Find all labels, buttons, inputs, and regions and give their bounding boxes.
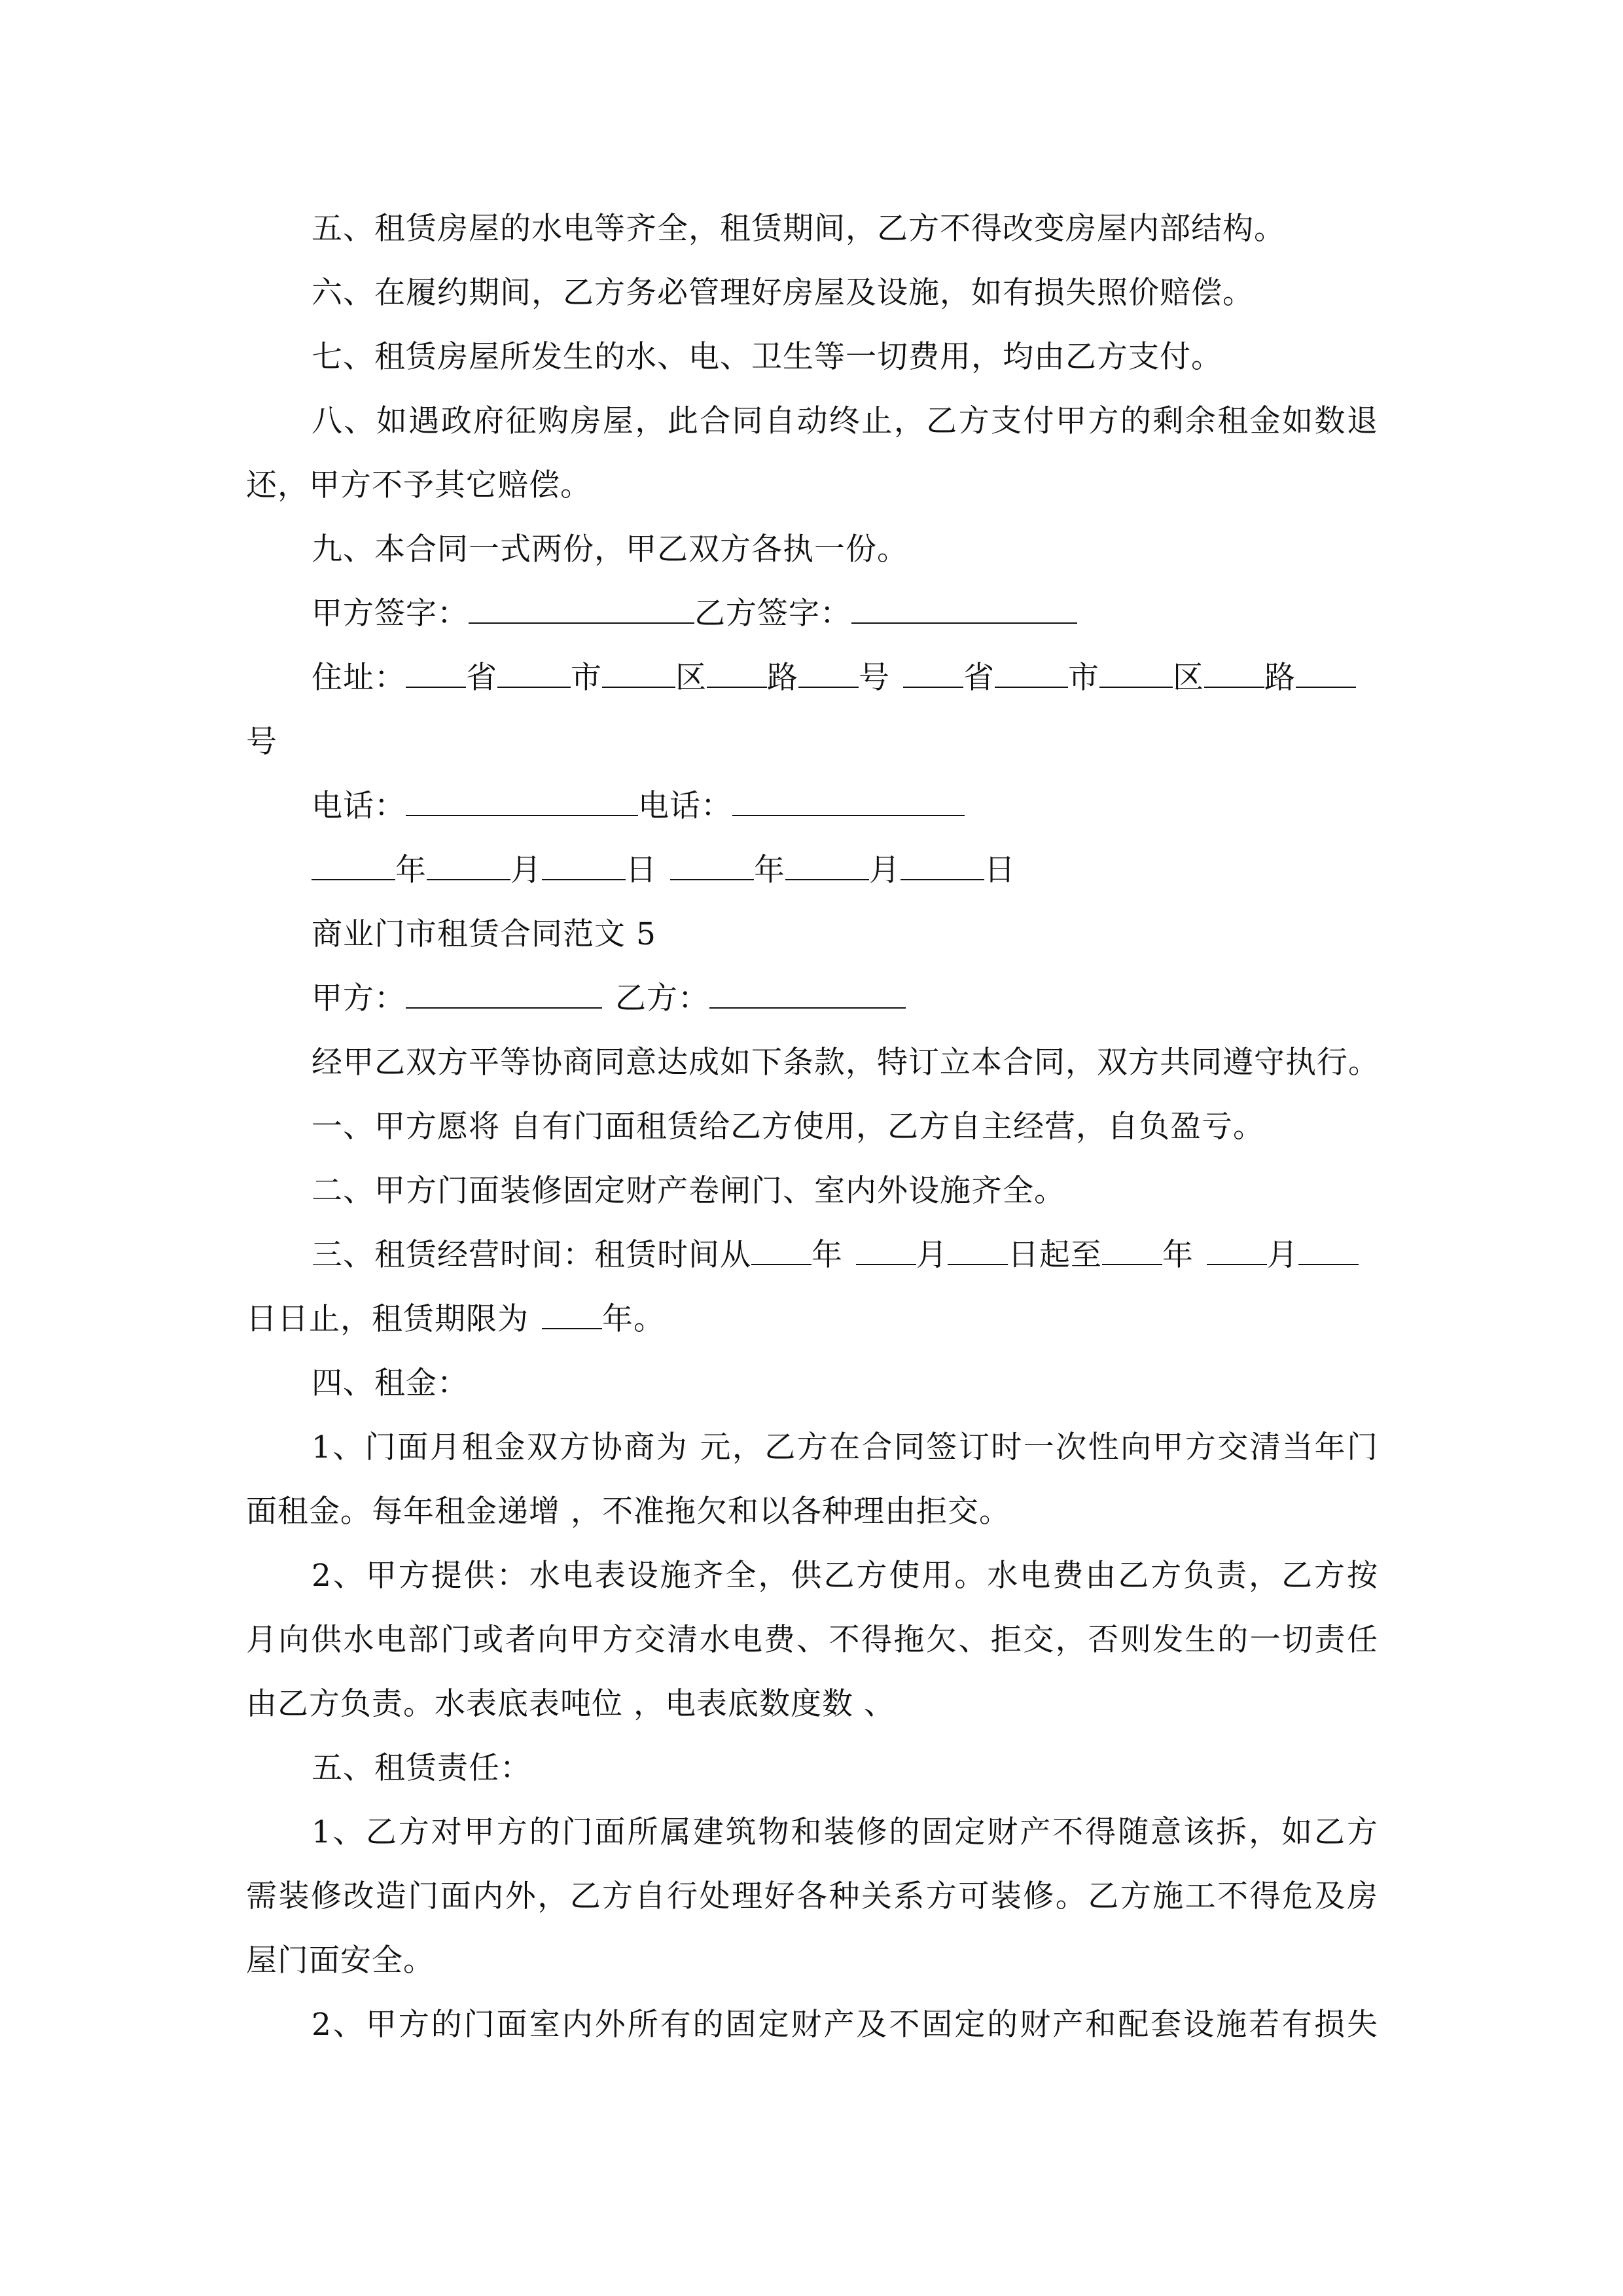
address-blank: [707, 647, 767, 688]
party-a-signature-label: 甲方签字：: [312, 596, 469, 632]
party-b-blank: [709, 968, 906, 1009]
address-number: 号: [246, 724, 277, 760]
term-blank: [856, 1225, 916, 1265]
party-b-label: 乙方：: [615, 980, 709, 1016]
contract-intro: [246, 1031, 1378, 1095]
parties-line: [246, 967, 1378, 1031]
signature-line: [246, 582, 1378, 646]
clause-9-copies: [246, 518, 1378, 582]
clause-text: 三、租赁经营时间：租赁时间从: [312, 1237, 751, 1273]
clause-text: 日止，租赁期限为: [277, 1301, 529, 1337]
clause-text: 月向供水电部门或者向甲方交清水电费、不得拖欠、拒交，否则发生的一切责任: [246, 1622, 1378, 1658]
term-blank: [948, 1225, 1008, 1265]
responsibility-item-1-continuation: [246, 1865, 1378, 1929]
date-year: 年: [754, 852, 785, 888]
date-month: 月: [510, 852, 542, 888]
date-year: 年: [812, 1237, 843, 1273]
address-road: 路: [767, 660, 798, 696]
clause-text: 八、如遇政府征购房屋，此合同自动终止，乙方支付甲方的剩余租金如数退: [312, 403, 1378, 439]
party-a-phone-blank: [406, 776, 638, 816]
date-year: 年: [602, 1301, 633, 1337]
address-blank: [406, 647, 466, 688]
rent-item-2-continuation: [246, 1608, 1378, 1672]
clause-text: 2、甲方提供：水电表设施齐全，供乙方使用。水电费由乙方负责，乙方按: [312, 1558, 1378, 1594]
clause-8-requisition: [246, 389, 1378, 454]
date-blank: [312, 840, 395, 880]
address-district: 区: [1173, 660, 1204, 696]
clause-text: 还，甲方不予其它赔偿。: [246, 467, 592, 503]
date-line: [246, 838, 1378, 903]
address-blank: [602, 647, 675, 688]
party-a-signature-blank: [469, 583, 694, 624]
term-blank: [1298, 1225, 1359, 1265]
address-blank: [798, 647, 859, 688]
clause-4-rent: [246, 1352, 1378, 1416]
address-blank: [1296, 647, 1356, 688]
clause-text: 二、甲方门面装修固定财产卷闸门、室内外设施齐全。: [312, 1173, 1065, 1209]
address-blank: [903, 647, 963, 688]
date-month: 月: [916, 1237, 948, 1273]
date-day: 日: [246, 1301, 277, 1337]
clause-1: [246, 1095, 1378, 1159]
address-blank: [497, 647, 571, 688]
party-b-phone-label: 电话：: [638, 788, 732, 824]
rent-item-2: [246, 1544, 1378, 1608]
date-blank: [785, 840, 869, 880]
address-road: 路: [1264, 660, 1296, 696]
term-blank: [1207, 1225, 1267, 1265]
address-continuation: [246, 710, 1378, 774]
clause-text: 四、租金：: [312, 1365, 469, 1401]
clause-8-continuation: [246, 454, 1378, 518]
date-month: 月: [1267, 1237, 1298, 1273]
address-blank: [1099, 647, 1173, 688]
term-blank: [542, 1289, 602, 1329]
clause-3-term: [246, 1223, 1378, 1287]
address-city: 市: [571, 660, 602, 696]
address-city: 市: [1068, 660, 1099, 696]
address-line: [246, 646, 1378, 710]
date-day: 日: [984, 852, 1016, 888]
clause-text: 六、在履约期间，乙方务必管理好房屋及设施，如有损失照价赔偿。: [312, 275, 1254, 311]
clause-text: 由乙方负责。水表底表吨位 ，电表底数度数 、: [246, 1686, 895, 1722]
rent-item-2-end: [246, 1672, 1378, 1736]
clause-text: 日起至: [1008, 1237, 1102, 1273]
date-blank: [901, 840, 984, 880]
date-day: 日: [626, 852, 657, 888]
date-blank: [670, 840, 754, 880]
party-b-phone-blank: [732, 776, 965, 816]
clause-text: 2、甲方的门面室内外所有的固定财产及不固定的财产和配套设施若有损失: [312, 2007, 1378, 2043]
responsibility-item-1-end: [246, 1929, 1378, 1993]
party-b-signature-label: 乙方签字：: [694, 596, 851, 632]
clause-text: 1、门面月租金双方协商为 元，乙方在合同签订时一次性向甲方交清当年门: [312, 1429, 1378, 1465]
address-province: 省: [466, 660, 497, 696]
party-a-label: 甲方：: [312, 980, 406, 1016]
section-title-text: 商业门市租赁合同范文 5: [312, 916, 656, 952]
party-a-blank: [406, 968, 602, 1009]
address-label: 住址：: [312, 660, 406, 696]
section-title: [246, 903, 1378, 967]
intro-text: 经甲乙双方平等协商同意达成如下条款，特订立本合同，双方共同遵守执行。: [312, 1045, 1380, 1081]
clause-7-fees: [246, 325, 1378, 389]
address-number: 号: [859, 660, 890, 696]
clause-6-maintenance: [246, 261, 1378, 325]
address-blank: [995, 647, 1068, 688]
clause-text: 面租金。每年租金递增 ，不准拖欠和以各种理由拒交。: [246, 1494, 1010, 1530]
term-blank: [751, 1225, 812, 1265]
date-blank: [542, 840, 626, 880]
clause-text: 1、乙方对甲方的门面所属建筑物和装修的固定财产不得随意该拆，如乙方: [312, 1814, 1378, 1850]
responsibility-item-2: [246, 1993, 1378, 2057]
clause-text: 五、租赁房屋的水电等齐全，租赁期间，乙方不得改变房屋内部结构。: [312, 211, 1285, 247]
clause-text: 一、甲方愿将 自有门面租赁给乙方使用，乙方自主经营，自负盈亏。: [312, 1109, 1264, 1145]
date-month: 月: [869, 852, 901, 888]
clause-text: 屋门面安全。: [246, 1943, 435, 1979]
clause-5-responsibility: [246, 1736, 1378, 1801]
clause-text: 需装修改造门面内外，乙方自行处理好各种关系方可装修。乙方施工不得危及房: [246, 1878, 1378, 1914]
term-blank: [1102, 1225, 1162, 1265]
address-blank: [1204, 647, 1264, 688]
clause-5-utilities: [246, 197, 1378, 261]
date-blank: [427, 840, 510, 880]
party-a-phone-label: 电话：: [312, 788, 406, 824]
date-year: 年: [1162, 1237, 1194, 1273]
telephone-line: [246, 774, 1378, 838]
address-province: 省: [963, 660, 995, 696]
clause-text: 五、租赁责任：: [312, 1750, 531, 1786]
rent-item-1: [246, 1416, 1378, 1480]
rent-item-1-continuation: [246, 1480, 1378, 1544]
date-year: 年: [395, 852, 427, 888]
clause-3-continuation: 日日止，租赁期限为 年。: [246, 1287, 1378, 1352]
party-b-signature-blank: [851, 583, 1077, 624]
responsibility-item-1: [246, 1801, 1378, 1865]
address-district: 区: [675, 660, 707, 696]
clause-text: 七、租赁房屋所发生的水、电、卫生等一切费用，均由乙方支付。: [312, 339, 1222, 375]
clause-2: [246, 1159, 1378, 1223]
clause-text: 九、本合同一式两份，甲乙双方各执一份。: [312, 531, 908, 567]
